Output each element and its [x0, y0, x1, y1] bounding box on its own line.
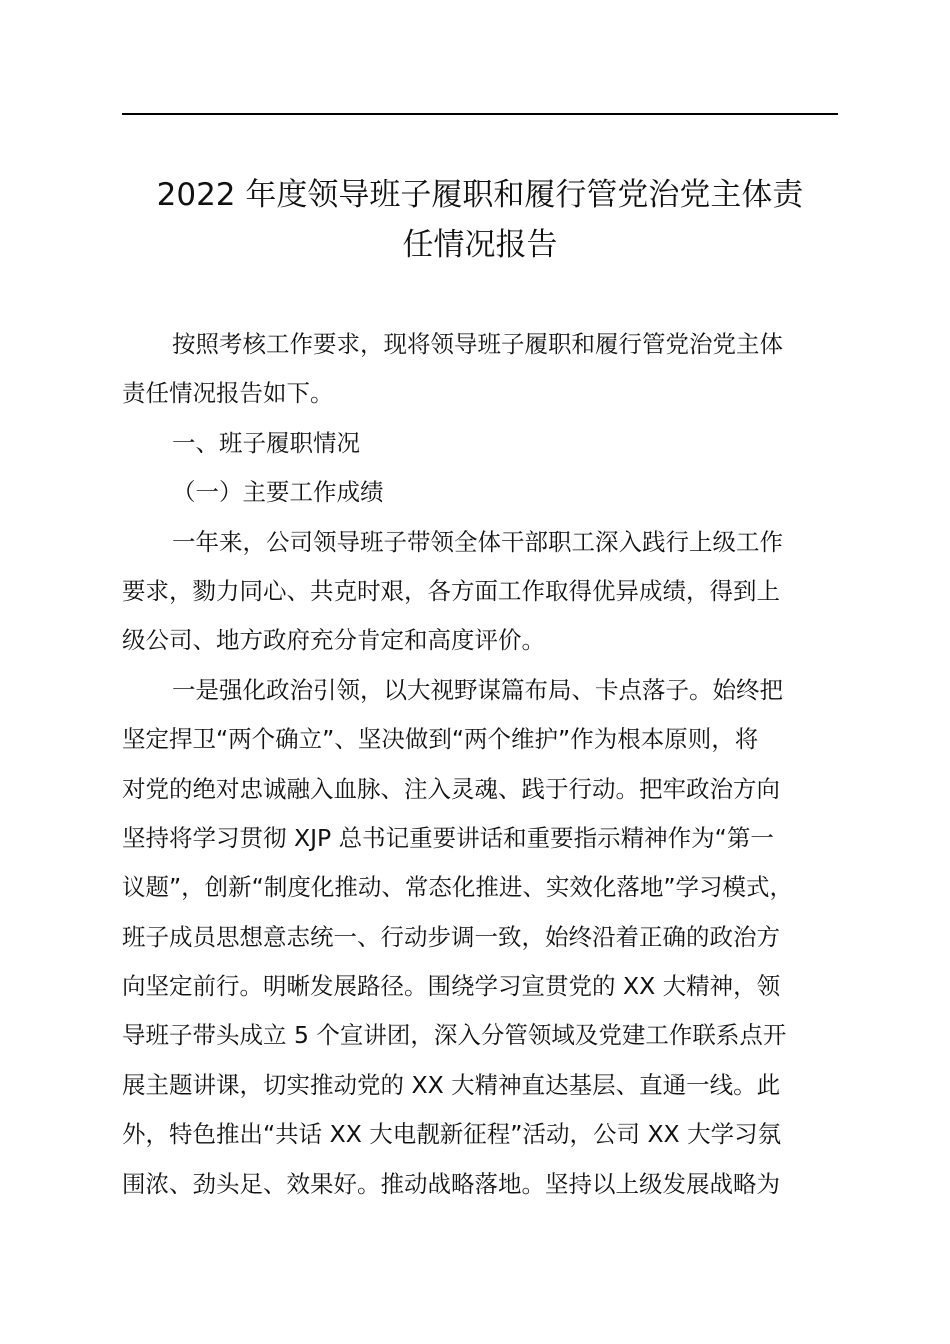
body-line: 级公司、地方政府充分肯定和高度评价。	[122, 626, 545, 655]
title-line-2: 任情况报告	[402, 227, 558, 263]
body-line: 向坚定前行。明晰发展路径。围绕学习宣贯党的 XX 大精神，领	[122, 972, 781, 1001]
body-line: 班子成员思想意志统一、行动步调一致，始终沿着正确的政治方	[122, 922, 780, 951]
body-line: 展主题讲课，切实推动党的 XX 大精神直达基层、直通一线。此	[122, 1070, 781, 1099]
body-line: 坚定捍卫“两个确立”、坚决做到“两个维护”作为根本原则，将	[122, 725, 759, 754]
document-body	[122, 320, 838, 1209]
body-line: 一、班子履职情况	[172, 428, 360, 457]
body-line: 按照考核工作要求，现将领导班子履职和履行管党治党主体	[172, 330, 783, 358]
body-line: 导班子带头成立 5 个宣讲团，深入分管领域及党建工作联系点开	[122, 1021, 787, 1050]
body-line: 一年来，公司领导班子带领全体干部职工深入践行上级工作	[172, 527, 783, 556]
body-line: 坚持将学习贯彻 XJP 总书记重要讲话和重要指示精神作为“第一	[122, 823, 774, 852]
body-line: 一是强化政治引领，以大视野谋篇布局、卡点落子。始终把	[172, 675, 783, 704]
header-rule	[122, 113, 838, 115]
body-line: 围浓、劲头足、效果好。推动战略落地。坚持以上级发展战略为	[122, 1169, 780, 1198]
body-line: 要求，勠力同心、共克时艰，各方面工作取得优异成绩，得到上	[122, 576, 780, 605]
body-line: 责任情况报告如下。	[122, 379, 334, 408]
body-line: 对党的绝对忠诚融入血脉、注入灵魂、践于行动。把牢政治方向	[122, 774, 780, 803]
title-line-1: 2022 年度领导班子履职和履行管党治党主体责	[156, 177, 804, 213]
body-line: （一）主要工作成绩	[172, 478, 384, 507]
document-title	[110, 170, 850, 270]
body-line: 外，特色推出“共话 XX 大电靓新征程”活动，公司 XX 大学习氛	[122, 1120, 782, 1149]
body-line: 议题”，创新“制度化推动、常态化推进、实效化落地”学习模式，	[122, 873, 794, 902]
